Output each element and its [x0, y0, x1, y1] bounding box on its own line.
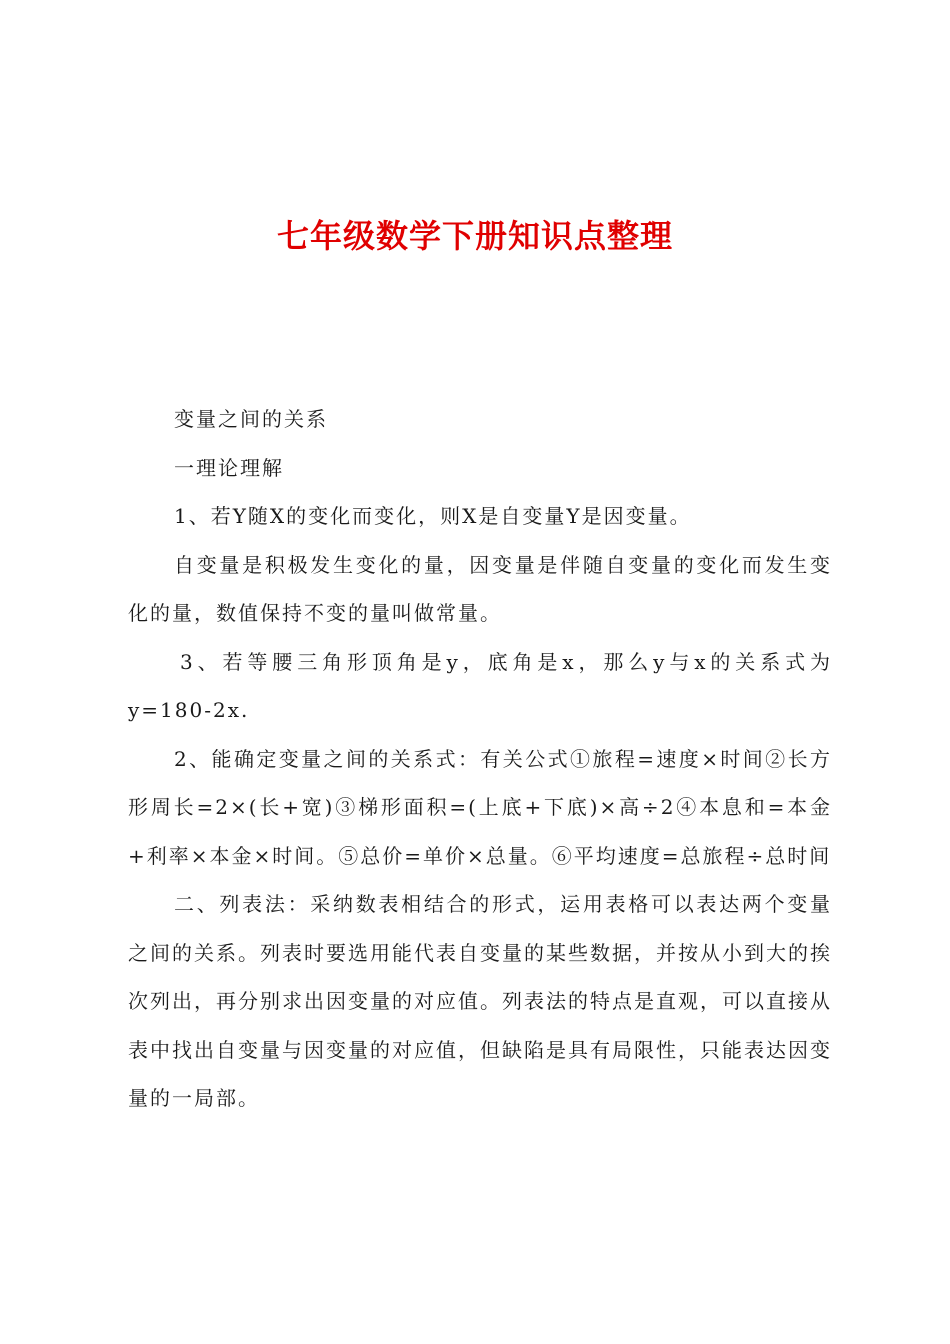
paragraph: 自变量是积极发生变化的量，因变量是伴随自变量的变化而发生变化的量，数值保持不变的量叫做常量。 — [128, 552, 832, 625]
paragraph: 2、能确定变量之间的关系式：有关公式①旅程=速度×时间②长方形周长=2×(长+宽)③梯形面积=(上底+下底)×高÷2④本息和=本金+利率×本金×时间。⑤总价=单价×总量。⑥平均速度=总旅程÷总时间 — [128, 746, 832, 868]
document-body — [128, 395, 832, 1123]
document-title: 七年级数学下册知识点整理 — [276, 217, 673, 255]
subsection-heading: 一理论理解 — [174, 455, 284, 480]
paragraph: 二、列表法：采纳数表相结合的形式，运用表格可以表达两个变量之间的关系。列表时要选用能代表自变量的某些数据，并按从小到大的挨次列出，再分别求出因变量的对应值。列表法的特点是直观，可以直接从表中找出自变量与因变量的对应值，但缺陷是具有局限性，只能表达因变量的一局部。 — [128, 892, 832, 1110]
paragraph: 1、若Y随X的变化而变化，则X是自变量Y是因变量。 — [174, 504, 692, 528]
paragraph: 3、若等腰三角形顶角是y，底角是x，那么y与x的关系式为y=180-2x. — [128, 649, 832, 722]
section-heading: 变量之间的关系 — [174, 407, 328, 431]
